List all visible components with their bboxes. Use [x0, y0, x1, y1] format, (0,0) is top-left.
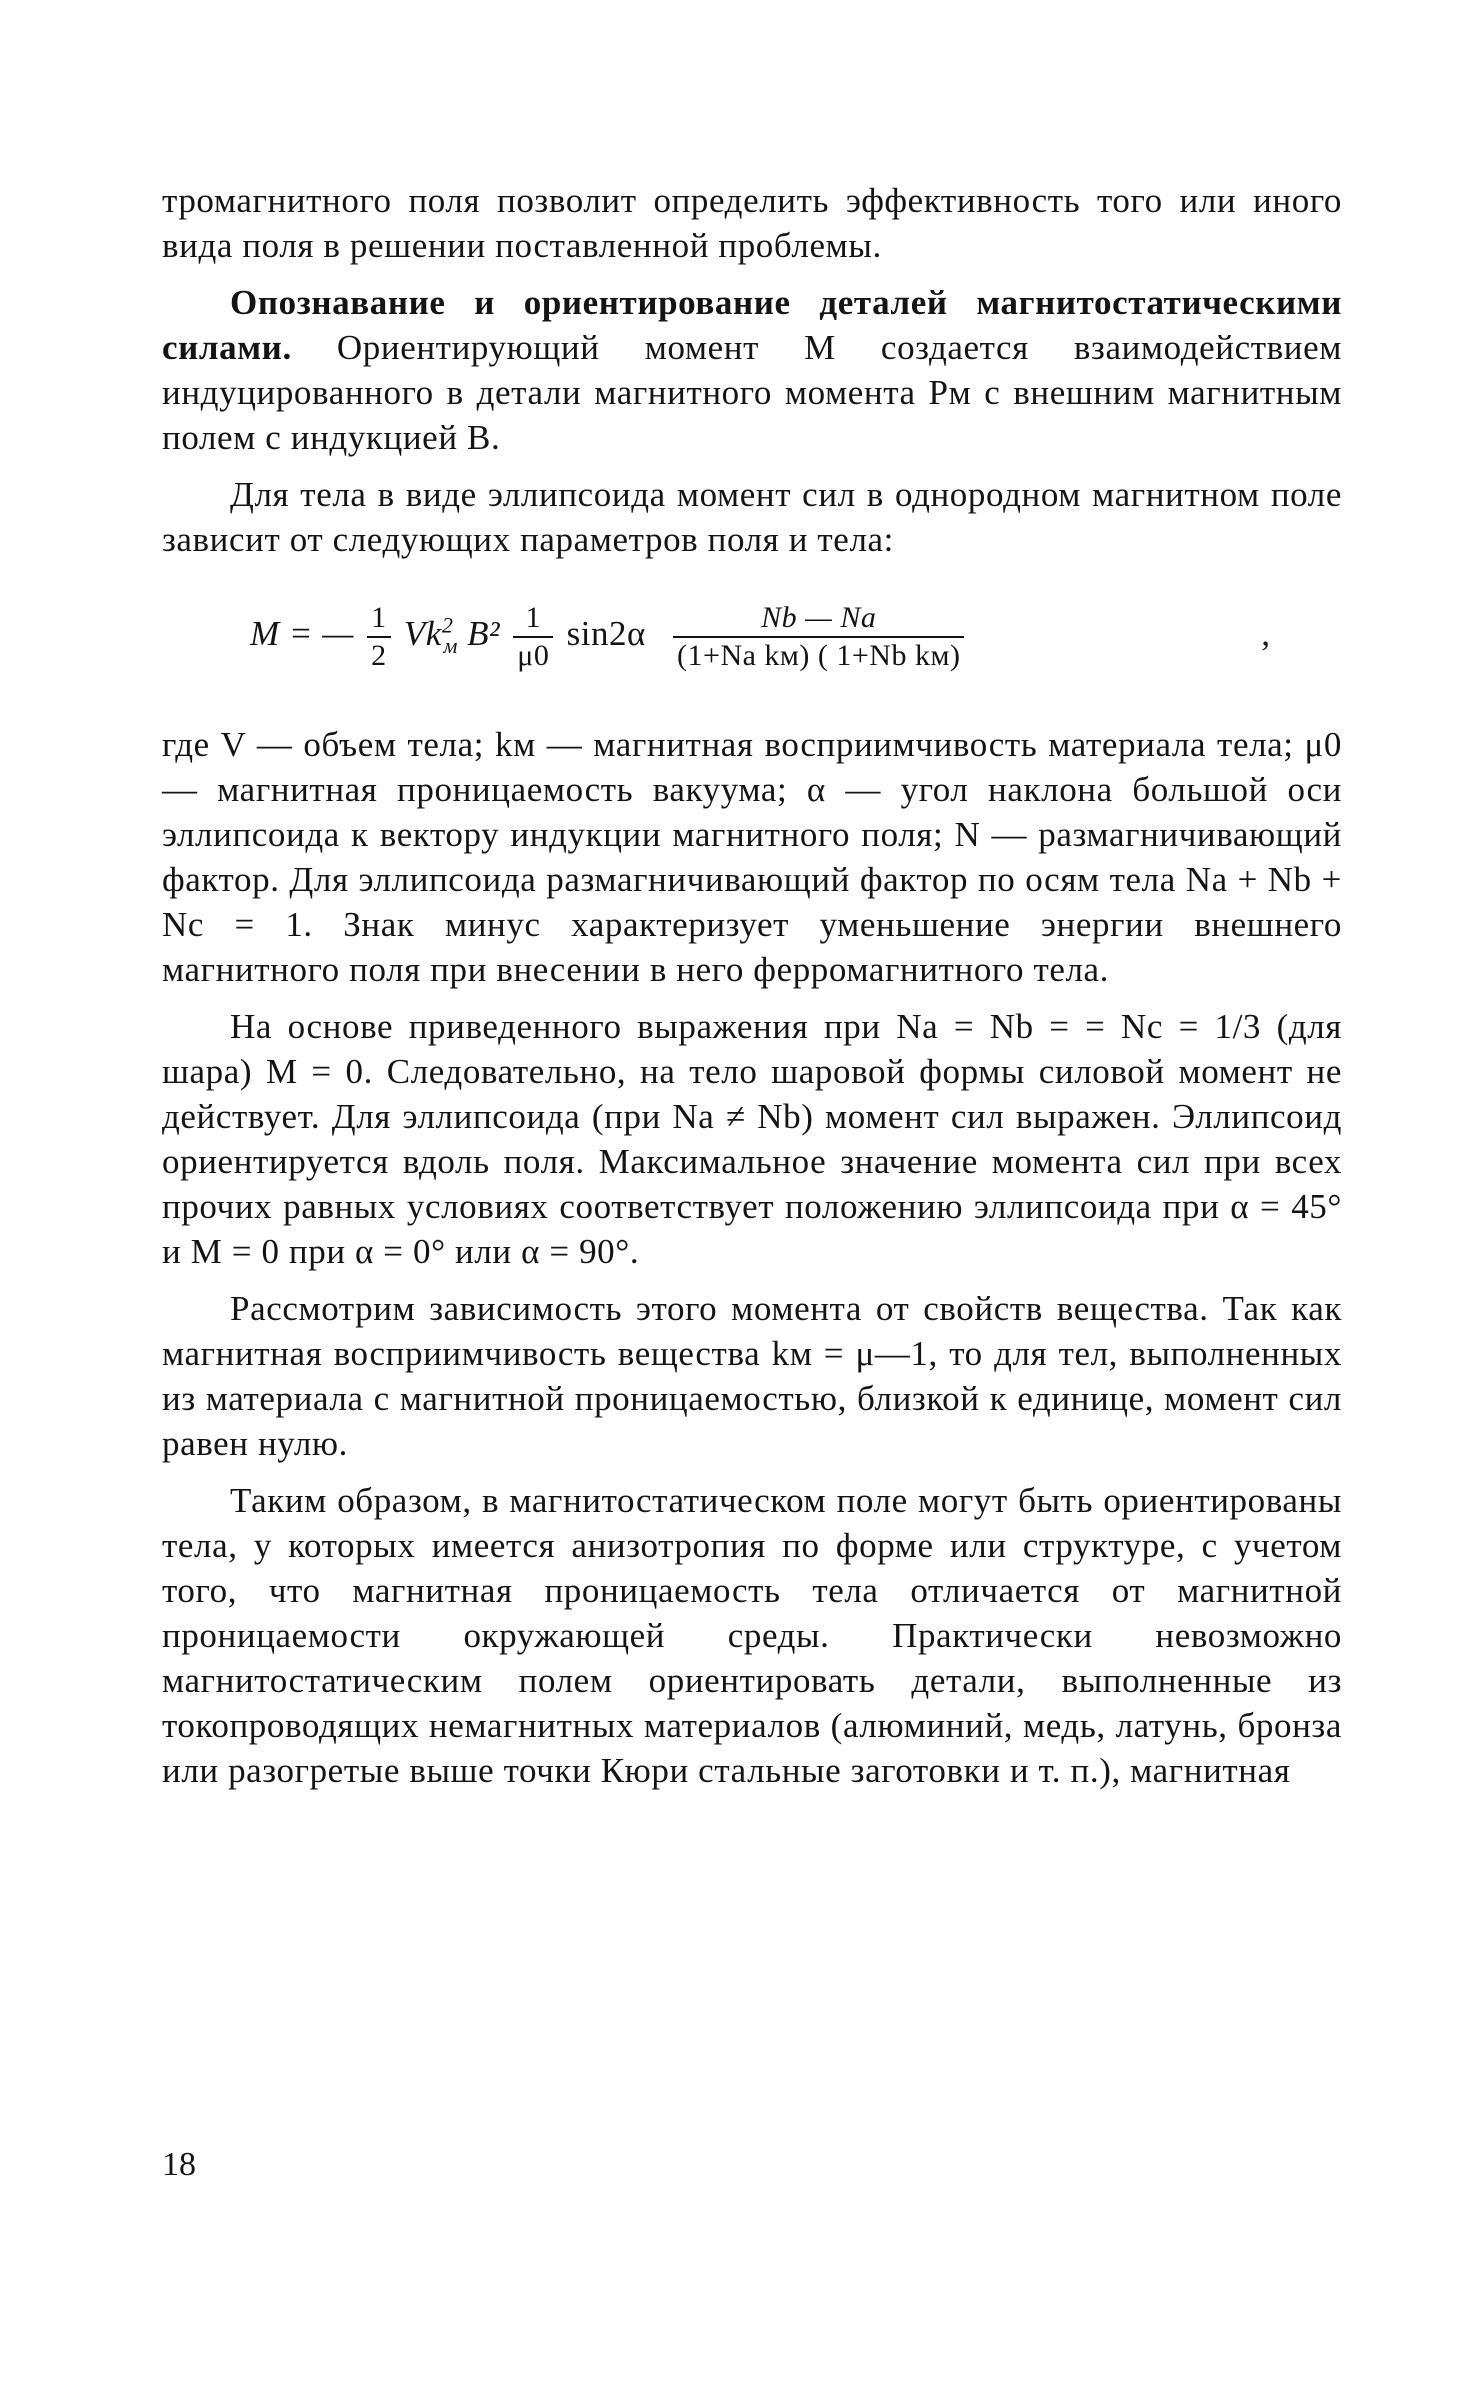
paragraph-orientation-body: Ориентирующий момент M создается взаимодействием индуцированного в детали магнитного момента Pм с внешним магнитным полем с индукцией B.: [162, 328, 1342, 457]
formula-term-volume: [403, 612, 458, 659]
paragraph-ellipsoid: Для тела в виде эллипсоида момент сил в однородном магнитном поле зависит от следующих параметров поля и тела:: [162, 475, 1342, 559]
section-heading: Опознавание и ориентирование деталей магнитостатическими силами.: [162, 283, 1342, 367]
formula-fraction-mu: [513, 600, 553, 674]
formula-lhs: M = —: [250, 614, 354, 654]
formula-fraction-demag: [673, 600, 964, 674]
formula-term-volume-base: Vk: [403, 614, 442, 654]
formula-fraction-mu-den: μ0: [517, 639, 550, 672]
formula-fraction-demag-num: Nb — Na: [673, 600, 964, 638]
paragraph-conclusion: Таким образом, в магнитостатическом поле могут быть ориентированы тела, у которых имеется анизотропия по форме или структуре, с учетом того, что магнитная проницаемость тела отличается от магнитной проницаемости окружающей среды. Практически невозможно магнитостатическим полем ориентировать детали, выполненные из токопроводящих немагнитных материалов (алюминий, медь, латунь, бронза или разогретые выше точки Кюри стальные заготовки и т. п.), магнитная: [162, 1481, 1342, 1790]
paragraph-definitions: где V — объем тела; kм — магнитная восприимчивость материала тела; μ0 — магнитная проницаемость вакуума; α — угол наклона большой оси эллипсоида к вектору индукции магнитного поля; N — размагничивающий фактор. Для эллипсоида размагничивающий фактор по осям тела Na + Nb + Nc = 1. Знак минус характеризует уменьшение энергии внешнего магнитного поля при внесении в него ферромагнитного тела.: [162, 725, 1342, 989]
formula-expression: [250, 600, 968, 674]
paragraph-sphere: На основе приведенного выражения при Na = Nb = = Nc = 1/3 (для шара) M = 0. Следовательно, на тело шаровой формы силовой момент не действует. Для эллипсоида (при Na ≠ Nb) момент сил выражен. Эллипсоид ориентируется вдоль поля. Максимальное значение момента сил при всех прочих равных условиях соответствует положению эллипсоида при α = 45° и M = 0 при α = 0° или α = 90°.: [162, 1007, 1342, 1271]
page-text-column: [162, 178, 1342, 1793]
formula-fraction-half: [367, 600, 391, 674]
formula-term-volume-sub: м: [443, 633, 458, 659]
formula-fraction-half-num: 1: [367, 600, 391, 638]
paragraph-orientation: [162, 280, 1342, 460]
formula-trailing-comma: ,: [1261, 614, 1270, 653]
formula-term-induction: B²: [467, 614, 500, 654]
formula-term-volume-sup: 2: [441, 612, 454, 638]
formula-fraction-demag-den: (1+Na kм) ( 1+Nb kм): [677, 639, 961, 672]
formula-term-sin: sin2α: [566, 614, 646, 654]
paragraph-substance: Рассмотрим зависимость этого момента от свойств вещества. Так как магнитная восприимчивость вещества kм = μ—1, то для тел, выполненных из материала с магнитной проницаемостью, близкой к единице, момент сил равен нулю.: [162, 1289, 1342, 1463]
formula-fraction-mu-num: 1: [513, 600, 553, 638]
page-number: 18: [162, 2146, 196, 2183]
formula-fraction-half-den: 2: [371, 639, 387, 672]
moment-formula: [162, 580, 1342, 712]
paragraph-continuation: тромагнитного поля позволит определить эффективность того или иного вида поля в решении поставленной проблемы.: [162, 181, 1342, 265]
